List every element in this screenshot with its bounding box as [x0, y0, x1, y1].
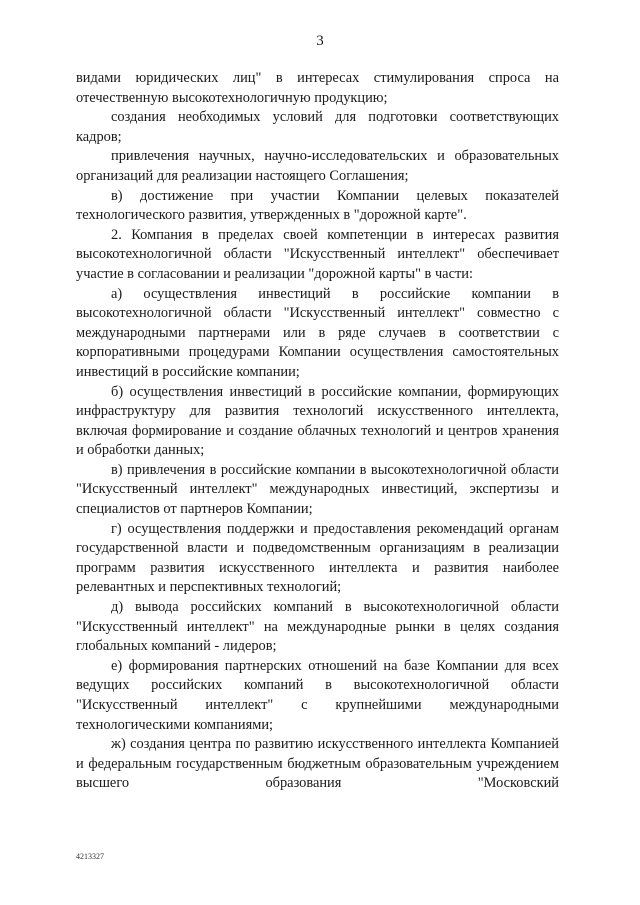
paragraph-research-organizations: привлечения научных, научно-исследовательских и образовательных организаций для реализации настоящего Соглашения; [76, 148, 559, 184]
paragraph-item-d: д) вывода российских компаний в высокотехнологичной области "Искусственный интеллект" на международные рынки в целях создания глобальных компаний - лидеров; [76, 599, 559, 655]
paragraph-clause-2: 2. Компания в пределах своей компетенции в интересах развития высокотехнологичной области "Искусственный интеллект" обеспечивает участие в согласовании и реализации "дорожной карты" в части: [76, 226, 559, 282]
paragraph-item-e: е) формирования партнерских отношений на базе Компании для всех ведущих российских компаний в высокотехнологичной области "Искусственный интеллект" с крупнейшими международными технологическими компаниями; [76, 657, 559, 733]
paragraph-item-g: г) осуществления поддержки и предоставления рекомендаций органам государственной власти и подведомственным организациям в реализации программ развития искусственного интеллекта и развития наиболее релевантных и перспективных технологий; [76, 520, 559, 596]
paragraph-staff-training: создания необходимых условий для подготовки соответствующих кадров; [76, 109, 559, 145]
paragraph-continuation: видами юридических лиц" в интересах стимулирования спроса на отечественную высокотехнологичную продукцию; [76, 70, 559, 106]
page-number: 3 [316, 33, 324, 49]
paragraph-item-a: а) осуществления инвестиций в российские компании в высокотехнологичной области "Искусственный интеллект" совместно с международными партнерами или в ряде случаев в соответствии с корпоративными процедурами Компании осуществления самостоятельных инвестиций в российские компании; [76, 285, 559, 380]
paragraph-item-v: в) привлечения в российские компании в высокотехнологичной области "Искусственный интеллект" международных инвестиций, экспертизы и специалистов от партнеров Компании; [76, 461, 559, 518]
paragraph-item-b: б) осуществления инвестиций в российские компании, формирующих инфраструктуру для развития технологий искусственного интеллекта, включая формирование и создание облачных технологий и центров хранения и обработки данных; [76, 383, 559, 459]
paragraph-item-v-targets: в) достижение при участии Компании целевых показателей технологического развития, утвержденных в "дорожной карте". [76, 187, 559, 224]
document-code: 4213327 [76, 852, 104, 861]
document-body [76, 69, 559, 794]
paragraph-item-zh: ж) создания центра по развитию искусственного интеллекта Компанией и федеральным государственным бюджетным образовательным учреждением высшего образования "Московский [76, 736, 559, 792]
